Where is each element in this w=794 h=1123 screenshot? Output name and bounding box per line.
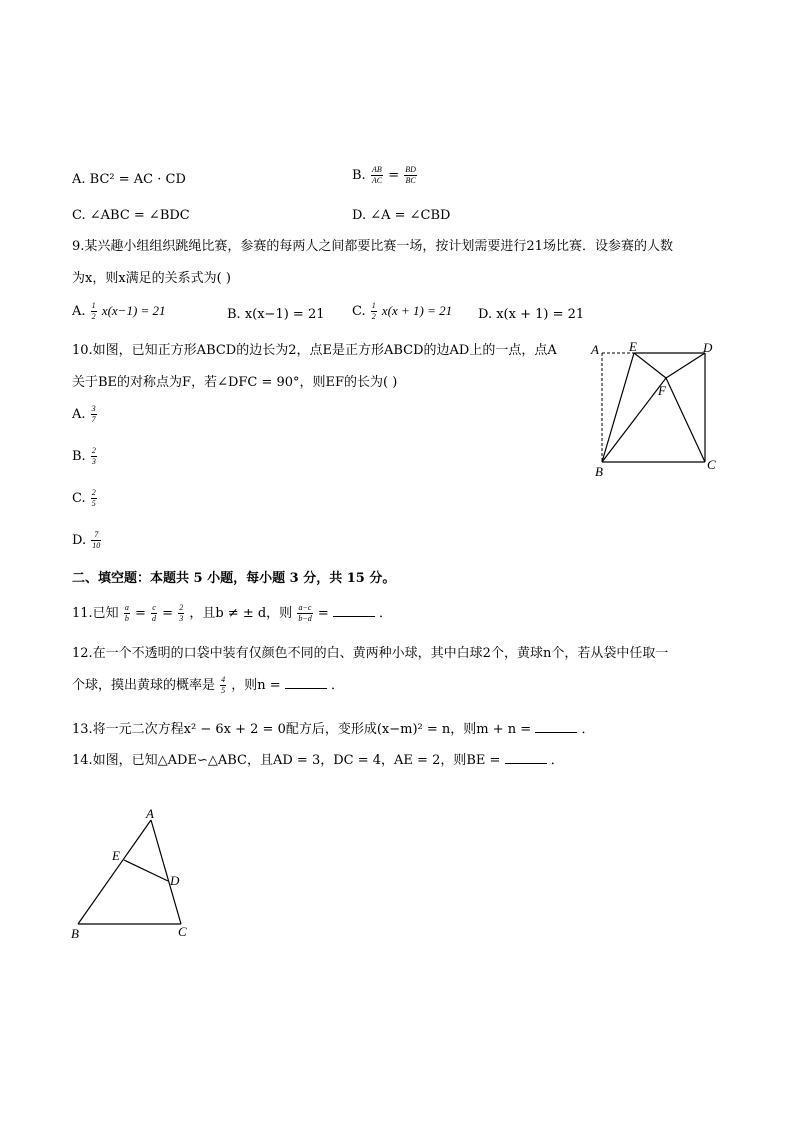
segment-e-f — [634, 353, 666, 378]
label-b: B — [71, 926, 79, 941]
q9-option-d: D. x(x + 1) = 21 — [478, 307, 585, 322]
q8-option-a-text: A. BC² = AC · CD — [72, 172, 186, 187]
q8-option-b-fraction-2: $\frac{BD}{BC}$ — [405, 165, 416, 185]
q9-option-a-fraction: $\frac{1}{2}$ — [91, 301, 96, 321]
label-d: D — [703, 340, 713, 355]
segment-b-e — [602, 353, 634, 462]
q8-option-a — [72, 173, 186, 186]
label-b: B — [595, 464, 603, 479]
label-e: E — [629, 339, 637, 354]
q11-fraction-a-b: $\frac{a}{b}$ — [124, 603, 129, 623]
side-a-b — [78, 820, 151, 924]
q12-stem-line-2: 个球，摸出黄球的概率是 $\frac{4}{5}$ ，则n = ． — [72, 675, 344, 695]
segment-b-f — [602, 378, 666, 462]
q8-option-b-equals: = — [388, 168, 400, 183]
label-a: A — [146, 808, 154, 821]
label-d: D — [170, 873, 180, 888]
q14-triangle-figure — [62, 808, 202, 948]
q8-option-c — [72, 209, 190, 222]
q10-square-figure — [585, 338, 725, 480]
q8-option-d-text: D. ∠A = ∠CBD — [352, 208, 451, 223]
q9-option-c-fraction: $\frac{1}{2}$ — [371, 301, 376, 321]
q11-answer-blank[interactable] — [333, 604, 375, 617]
q9-stem-line-2: 为x，则x满足的关系式为( ) — [72, 271, 231, 286]
q8-option-b-fraction-1: $\frac{AB}{AC}$ — [371, 165, 383, 185]
segment-d-f — [666, 353, 705, 378]
q12-fraction: $\frac{4}{5}$ — [221, 675, 226, 695]
label-c: C — [178, 924, 187, 939]
label-a: A — [591, 342, 599, 357]
q9-option-b: B. x(x−1) = 21 — [227, 307, 325, 322]
q10-stem-line-1: 10.如图，已知正方形ABCD的边长为2，点E是正方形ABCD的边AD上的一点，点A — [72, 343, 557, 358]
q14-answer-blank[interactable] — [505, 751, 547, 764]
q8-option-b — [352, 166, 418, 185]
side-a-c — [151, 820, 181, 924]
q11-fraction-2-3: $\frac{2}{3}$ — [179, 603, 184, 623]
q8-option-c-text: C. ∠ABC = ∠BDC — [72, 208, 190, 223]
segment-d-e — [124, 860, 168, 881]
segment-c-f — [666, 378, 705, 462]
q11-fraction-c-d: $\frac{c}{d}$ — [152, 603, 157, 623]
q11-fraction-target: $\frac{a-c}{b-d}$ — [298, 603, 312, 623]
q8-option-d — [352, 209, 450, 222]
label-c: C — [707, 457, 716, 472]
q12-answer-blank[interactable] — [285, 676, 327, 689]
q8-option-b-label: B. — [352, 168, 366, 183]
q11-stem: 11.已知 $\frac{a}{b}$ = $\frac{c}{d}$ = $\frac{2}{3}$ ，且b ≠ ± d，则 $\frac{a-c}{b-d}$ = ． — [72, 603, 393, 623]
q9-stem-line-1: 9.某兴趣小组组织跳绳比赛，参赛的每两人之间都要比赛一场，按计划需要进行21场比赛．设参赛的人数 — [72, 239, 673, 254]
q10-option-a: A. $\frac{3}{7}$ — [72, 404, 96, 424]
q9-option-a: A. $\frac{1}{2}$ x(x−1) = 21 — [72, 301, 166, 321]
label-f: F — [658, 383, 666, 398]
q10-option-b: B. $\frac{2}{3}$ — [72, 446, 96, 466]
q13-answer-blank[interactable] — [535, 720, 577, 733]
q9-option-c: C. $\frac{1}{2}$ x(x + 1) = 21 — [352, 301, 453, 321]
section-2-heading: 二、填空题：本题共 5 小题，每小题 3 分，共 15 分。 — [72, 571, 396, 586]
q12-stem-line-1: 12.在一个不透明的口袋中装有仅颜色不同的白、黄两种小球，其中白球2个，黄球n个，若从袋中任取一 — [72, 646, 669, 661]
label-e: E — [112, 848, 120, 863]
q10-option-c: C. $\frac{2}{5}$ — [72, 488, 96, 508]
q13-stem: 13.将一元二次方程x² − 6x + 2 = 0配方后，变形成(x−m)² = n，则m + n = ． — [72, 722, 595, 737]
q10-stem-line-2: 关于BE的对称点为F，若∠DFC = 90°，则EF的长为( ) — [72, 375, 398, 390]
q14-stem: 14.如图，已知△ADE∽△ABC，且AD = 3，DC = 4，AE = 2，则BE = ． — [72, 753, 564, 768]
q10-option-d: D. $\frac{7}{10}$ — [72, 530, 101, 550]
